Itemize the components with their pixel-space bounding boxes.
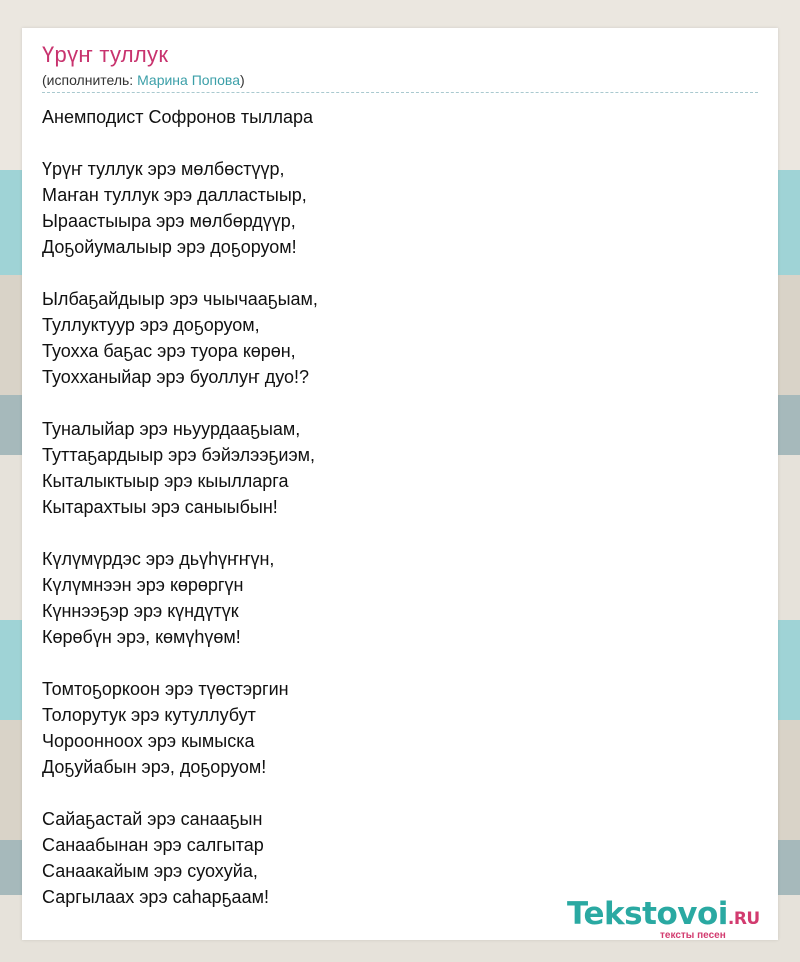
- logo-subtitle: тексты песен: [660, 930, 726, 941]
- logo-text: Tekstovoi: [567, 896, 728, 932]
- lyric-line: Ылбаҕайдыыр эрэ чыычааҕыам,: [42, 289, 318, 309]
- title-divider: [42, 92, 758, 93]
- lyric-line: Томтоҕоркоон эрэ түөстэргин: [42, 679, 289, 699]
- stanza-3: [42, 416, 742, 520]
- lyric-line: Туохха баҕас эрэ туора көрөн,: [42, 341, 296, 361]
- lyric-line: Күлүмнээн эрэ көрөргүн: [42, 575, 244, 595]
- lyric-line: Туттаҕардыыр эрэ бэйэлээҕиэм,: [42, 445, 316, 465]
- artist-suffix: ): [240, 72, 245, 88]
- stanza-6: [42, 806, 742, 910]
- lyric-line: Саргылаах эрэ саһарҕаам!: [42, 887, 269, 907]
- artist-prefix: (исполнитель:: [42, 72, 138, 88]
- song-title: Үрүҥ туллук: [42, 42, 169, 67]
- logo-tld: .RU: [727, 909, 760, 929]
- stanza-4: [42, 546, 742, 650]
- lyric-line: Доҕуйабын эрэ, доҕоруом!: [42, 757, 267, 777]
- stanza-2: [42, 286, 742, 390]
- lyric-line: Ыраастыыра эрэ мөлбөрдүүр,: [42, 211, 296, 231]
- lyric-line: Туналыйар эрэ ньуурдааҕыам,: [42, 419, 301, 439]
- lyric-line: Доҕойумалыыр эрэ доҕоруом!: [42, 237, 297, 257]
- lyrics-author-line: Анемподист Софронов тыллара: [42, 107, 314, 127]
- lyric-line: Күннээҕэр эрэ күндүтүк: [42, 601, 239, 621]
- artist-link[interactable]: Марина Попова: [137, 72, 240, 88]
- lyric-line: Толорутук эрэ кутуллубут: [42, 705, 256, 725]
- lyrics-card: [22, 28, 778, 940]
- lyric-line: Күлүмүрдэс эрэ дьүһүҥҥүн,: [42, 549, 275, 569]
- artist-line: [42, 72, 245, 88]
- lyric-line: Туллуктуур эрэ доҕоруом,: [42, 315, 260, 335]
- lyric-line: Сайаҕастай эрэ санааҕын: [42, 809, 263, 829]
- lyric-line: Кыталыктыыр эрэ кыылларга: [42, 471, 289, 491]
- lyric-line: Туохханыйар эрэ буоллуҥ дуо!?: [42, 367, 310, 387]
- lyric-line: Санаабынан эрэ салгытар: [42, 835, 264, 855]
- site-logo[interactable]: [567, 896, 777, 940]
- logo-wordmark: [567, 896, 760, 932]
- stanza-1: [42, 156, 742, 260]
- lyrics-text: [42, 104, 742, 910]
- lyric-line: Санаакайым эрэ суохуйа,: [42, 861, 258, 881]
- lyric-line: Маҥан туллук эрэ далластыыр,: [42, 185, 307, 205]
- lyric-line: Көрөбүн эрэ, көмүһүөм!: [42, 627, 241, 647]
- lyric-line: Чороонноох эрэ кымыска: [42, 731, 255, 751]
- lyric-line: Үрүҥ туллук эрэ мөлбөстүүр,: [42, 159, 285, 179]
- lyric-line: Кытарахтыы эрэ саныыбын!: [42, 497, 278, 517]
- stanza-5: [42, 676, 742, 780]
